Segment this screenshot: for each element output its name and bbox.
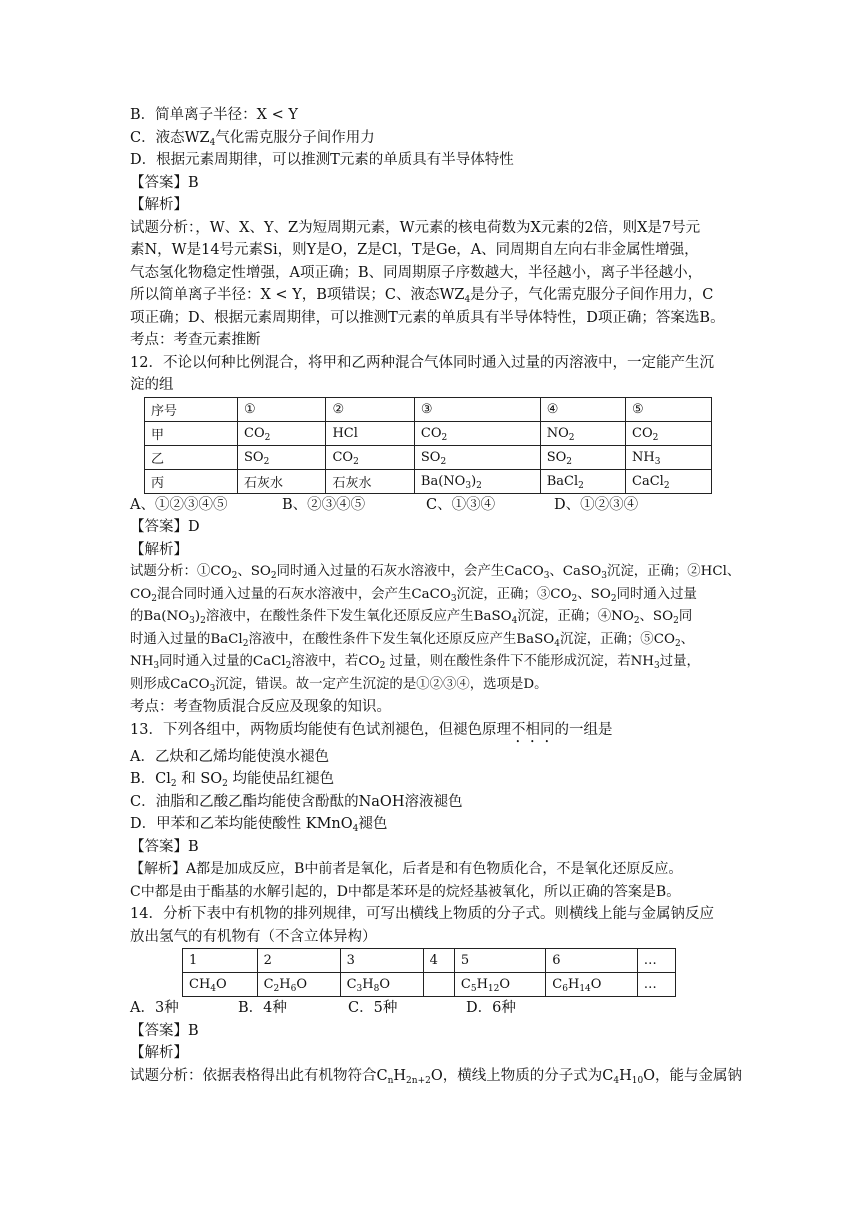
table-cell: ④ [540, 397, 625, 421]
table-cell: $Ba(NO_3)_2$ [414, 469, 540, 493]
q13-option-a: A．乙炔和乙烯均能使溴水褪色 [130, 748, 329, 765]
table-cell: BaCl$_2$ [540, 469, 625, 493]
table-row [145, 445, 712, 469]
document-page [130, 104, 743, 1087]
q14-stem: 14．分析下表中有机物的排列规律，可写出横线上物质的分子式。则横线上能与金属钠反应 [130, 906, 714, 922]
q12-key-point: 考点：考查物质混合反应及现象的知识。 [130, 699, 391, 715]
table-cell: CaCl$_2$ [626, 469, 712, 493]
table-cell: 6 [546, 949, 637, 973]
q12-analysis: 试题分析：$①CO_2$、$SO_2$同时通入过量的石灰水溶液中，会产生CaCO$_3$、CaSO$_3$沉淀，正确；②HCl、 $CO_2$混合同时通入过量的石灰水溶液中，会产生CaCO$_3$沉淀，正确；$③CO_2$、$SO_2$同时通入过量 的$Ba(NO_3)_2$溶液中，在酸性条件下发生氧化还原反应产生BaSO$_4$沉淀，正确；$④NO_2$、$SO_2$同 时通入过量的BaCl$_2$溶液中，在酸性条件下发生氧化还原反应产生BaSO$_4$沉淀，正确；$⑤CO_2$、 $NH_3$同时通入过量的CaCl$_2$溶液中，若$CO_2$ 过量，则在酸性条件下不能形成沉淀，若$NH_3$过量， 则形成CaCO$_3$沉淀，错误。故一定产生沉淀的是①②③④，选项是D。 [130, 564, 741, 694]
q11-analysis-line: 试题分析：，W、X、Y、Z为短周期元素，W元素的核电荷数为X元素的2倍，则X是7号元 [130, 219, 701, 236]
table-cell: … [637, 949, 675, 973]
table-cell: $C_2H_6O$ [257, 973, 340, 997]
table-cell: $C_5H_{12}O$ [454, 973, 545, 997]
table-cell: $CO_2$ [326, 445, 414, 469]
table-cell: 序号 [145, 397, 238, 421]
q11-analysis-line: 所以简单离子半径：X < Y，B项错误；C、液态$WZ_4$是分子，气化需克服分子间作用力，C [130, 287, 714, 305]
q12-table [144, 397, 712, 494]
table-cell: 3 [340, 949, 423, 973]
q13-analysis: 【解析】A都是加成反应，B中前者是氧化，后者是和有色物质化合，不是氧化还原反应。 [130, 861, 683, 877]
table-cell: 2 [257, 949, 340, 973]
q14-stem: 放出氢气的有机物有（不含立体异构） [130, 928, 377, 945]
table-cell: ⑤ [626, 397, 712, 421]
q11-option-d: D．根据元素周期律，可以推测T元素的单质具有半导体特性 [130, 152, 514, 168]
q14-option-d: D．6种 [466, 1000, 516, 1016]
table-cell: $CO_2$ [238, 421, 326, 445]
table-cell [423, 973, 454, 997]
table-cell: 4 [423, 949, 454, 973]
table-cell: $CO_2$ [626, 421, 712, 445]
q13-option-d: D．甲苯和乙苯均能使酸性 KMnO$_4$褪色 [130, 816, 388, 834]
table-cell: 5 [454, 949, 545, 973]
q11-key-point: 考点：考查元素推断 [130, 332, 261, 348]
q14-options [130, 997, 740, 1020]
q13-answer: 【答案】B [130, 838, 199, 855]
table-cell: 石灰水 [238, 469, 326, 493]
table-cell: $SO_2$ [414, 445, 540, 469]
q11-answer: 【答案】B [130, 174, 199, 191]
q12-option-b: B、②③④⑤ [282, 496, 366, 513]
q12-option-d: D、①②③④ [554, 496, 639, 513]
table-row [145, 421, 712, 445]
q14-option-b: B．4种 [238, 1000, 287, 1016]
table-cell: HCl [326, 421, 414, 445]
q13-analysis: C中都是由于酯基的水解引起的，D中都是苯环是的烷烃基被氧化，所以正确的答案是B。 [130, 883, 681, 900]
table-cell: $C_6H_{14}O$ [546, 973, 637, 997]
table-cell: $C_3H_8O$ [340, 973, 423, 997]
table-cell: ③ [414, 397, 540, 421]
q11-analysis-label: 【解析】 [130, 197, 188, 213]
q12-stem: 12．不论以何种比例混合，将甲和乙两种混合气体同时通入过量的丙溶液中，一定能产生沉 [130, 354, 714, 371]
q11-analysis-line: 气态氢化物稳定性增强，A项正确；B、同周期原子序数越大，半径越小，离子半径越小， [130, 264, 703, 281]
q12-stem: 淀的组 [130, 377, 174, 393]
q13-option-c: C．油脂和乙酸乙酯均能使含酚酞的NaOH溶液褪色 [130, 793, 463, 810]
table-cell: 乙 [145, 445, 238, 469]
q12-answer: 【答案】D [130, 519, 200, 535]
q14-answer: 【答案】B [130, 1022, 199, 1039]
q11-analysis-line: 项正确；D、根据元素周期律，可以推测T元素的单质具有半导体特性，D项正确；答案选B。 [130, 309, 725, 326]
table-row [145, 469, 712, 493]
table-cell: $CH_4O$ [183, 973, 258, 997]
table-cell: 丙 [145, 469, 238, 493]
table-cell: $NH_3$ [626, 445, 712, 469]
table-cell: 甲 [145, 421, 238, 445]
q13-option-b: B．$Cl_2$ 和 $SO_2$ 均能使品红褪色 [130, 771, 335, 789]
table-cell: $NO_2$ [540, 421, 625, 445]
q12-option-c: C、①③④ [426, 496, 496, 513]
q13-stem: 13．下列各组中，两物质均能使有色试剂褪色，但褪色原理不相同的一组是 [130, 721, 613, 738]
table-cell: … [637, 973, 675, 997]
q14-table [182, 948, 676, 997]
table-cell: ② [326, 397, 414, 421]
q14-analysis-line: 试题分析：依据表格得出此有机物符合$C_nH_{2n+2}O$，横线上物质的分子式为$C_4H_{10}O$，能与金属钠 [130, 1067, 743, 1086]
table-cell: ① [238, 397, 326, 421]
table-cell: 石灰水 [326, 469, 414, 493]
table-cell: $SO_2$ [238, 445, 326, 469]
q14-analysis-label: 【解析】 [130, 1045, 188, 1061]
q12-options [130, 494, 740, 517]
q14-option-c: C．5种 [348, 1000, 398, 1016]
table-cell: $SO_2$ [540, 445, 625, 469]
q11-analysis-line: 素N，W是14号元素Si，则Y是O，Z是Cl，T是Ge，A、同周期自左向右非金属性增强， [130, 242, 699, 258]
q12-analysis-label: 【解析】 [130, 541, 188, 558]
table-row [183, 973, 676, 997]
table-row [145, 397, 712, 421]
q11-option-c: C．液态$WZ_4$气化需克服分子间作用力 [130, 129, 375, 148]
table-cell: 1 [183, 949, 258, 973]
table-row [183, 949, 676, 973]
q14-option-a: A．3种 [130, 1000, 179, 1016]
table-cell: $CO_2$ [414, 421, 540, 445]
q11-option-b: B．简单离子半径：X < Y [130, 107, 298, 123]
q12-option-a: A、①②③④⑤ [130, 496, 228, 513]
